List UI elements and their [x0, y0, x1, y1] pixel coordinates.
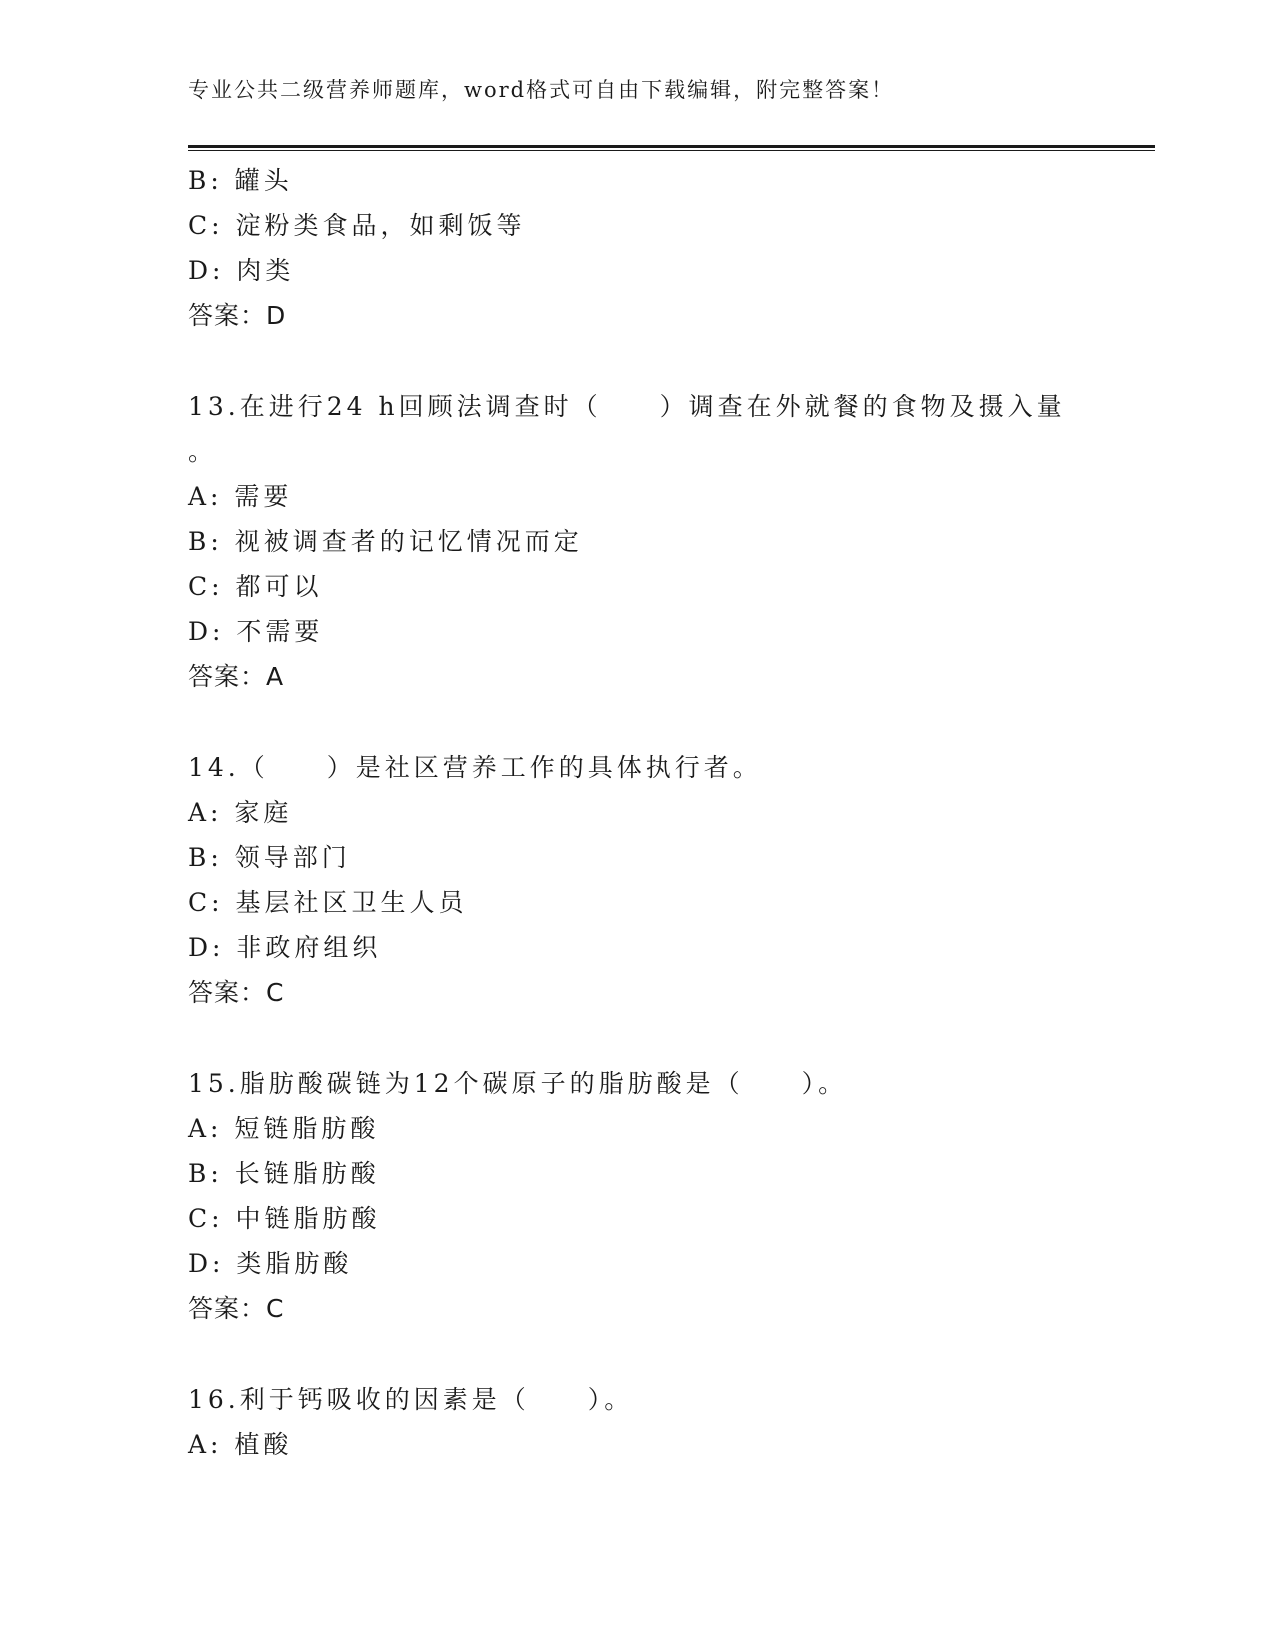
option-c: C: 淀粉类食品，如剩饭等: [188, 211, 526, 240]
question-14: [188, 745, 1148, 1015]
question-stem-continuation: 。: [188, 437, 218, 466]
question-12-continued: [188, 158, 1148, 338]
option-d: D: 肉类: [188, 256, 295, 285]
option-c: C: 基层社区卫生人员: [188, 888, 468, 917]
question-content: [188, 158, 1148, 1467]
question-stem: 13.在进行24 h回顾法调查时（ ）调查在外就餐的食物及摄入量: [188, 392, 1066, 421]
option-b: B: 领导部门: [188, 843, 351, 872]
question-15: [188, 1061, 1148, 1331]
option-a: A: 短链脂肪酸: [188, 1114, 380, 1143]
answer-line: 答案：D: [188, 301, 287, 330]
spacer: [188, 1015, 1148, 1061]
option-b: B: 罐头: [188, 166, 293, 195]
answer-line: 答案：C: [188, 1294, 285, 1323]
option-c: C: 中链脂肪酸: [188, 1204, 381, 1233]
question-stem: 16.利于钙吸收的因素是（ ）。: [188, 1385, 634, 1414]
option-b: B: 长链脂肪酸: [188, 1159, 380, 1188]
option-a: A: 需要: [188, 482, 293, 511]
question-16: [188, 1377, 1148, 1467]
header-rule-thin: [188, 150, 1155, 151]
option-d: D: 非政府组织: [188, 933, 382, 962]
option-b: B: 视被调查者的记忆情况而定: [188, 527, 583, 556]
page-header: 专业公共二级营养师题库，word格式可自由下载编辑，附完整答案！: [188, 78, 895, 102]
option-d: D: 不需要: [188, 617, 324, 646]
question-13: [188, 384, 1148, 699]
spacer: [188, 338, 1148, 384]
question-stem: 14.（ ）是社区营养工作的具体执行者。: [188, 753, 762, 782]
option-d: D: 类脂肪酸: [188, 1249, 353, 1278]
option-a: A: 植酸: [188, 1430, 293, 1459]
header-rule-thick: [188, 145, 1155, 148]
answer-line: 答案：A: [188, 662, 285, 691]
answer-line: 答案：C: [188, 978, 285, 1007]
spacer: [188, 1331, 1148, 1377]
question-stem: 15.脂肪酸碳链为12个碳原子的脂肪酸是（ ）。: [188, 1069, 848, 1098]
spacer: [188, 699, 1148, 745]
option-a: A: 家庭: [188, 798, 293, 827]
option-c: C: 都可以: [188, 572, 323, 601]
